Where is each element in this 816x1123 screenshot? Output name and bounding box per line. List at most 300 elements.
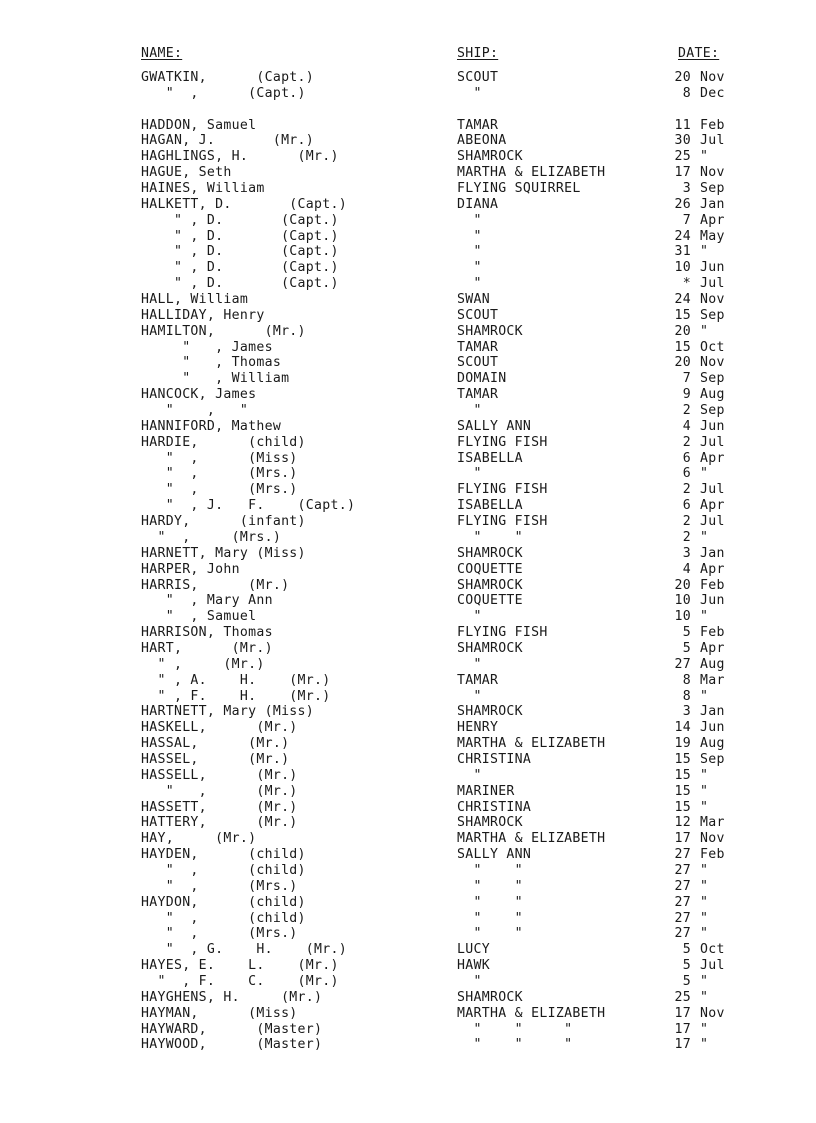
arrival-date bbox=[664, 911, 734, 926]
arrival-date bbox=[664, 435, 734, 450]
date-day: 27 bbox=[674, 847, 691, 863]
date-day: 2 bbox=[682, 529, 691, 545]
table-row bbox=[0, 118, 816, 134]
date-day: 3 bbox=[682, 545, 691, 561]
date-day: 20 bbox=[674, 577, 691, 593]
table-row bbox=[0, 466, 816, 482]
arrival-date bbox=[664, 498, 734, 513]
date-month: " bbox=[700, 1037, 709, 1053]
table-row bbox=[0, 863, 816, 879]
table-row bbox=[0, 736, 816, 752]
ship-name: " bbox=[457, 466, 482, 482]
arrival-date bbox=[664, 895, 734, 910]
ship-name: FLYING FISH bbox=[457, 514, 548, 530]
date-day: 27 bbox=[674, 926, 691, 942]
ship-name: TAMAR bbox=[457, 672, 499, 688]
table-row bbox=[0, 704, 816, 720]
arrival-date bbox=[664, 689, 734, 704]
ship-name: FLYING SQUIRREL bbox=[457, 181, 581, 197]
ship-name: " " bbox=[457, 926, 523, 942]
date-month: Sep bbox=[700, 307, 725, 323]
arrival-date bbox=[664, 863, 734, 878]
date-day: 5 bbox=[682, 625, 691, 641]
table-row bbox=[0, 911, 816, 927]
ship-name: SHAMROCK bbox=[457, 815, 523, 831]
table-row bbox=[0, 673, 816, 689]
arrival-date bbox=[664, 466, 734, 481]
ship-name: " bbox=[457, 244, 482, 260]
ship-name: " " bbox=[457, 878, 523, 894]
table-row bbox=[0, 435, 816, 451]
date-day: 5 bbox=[682, 958, 691, 974]
date-day: 15 bbox=[674, 799, 691, 815]
arrival-date bbox=[664, 387, 734, 402]
date-day: 20 bbox=[674, 70, 691, 85]
table-row bbox=[0, 800, 816, 816]
date-day: 11 bbox=[674, 117, 691, 133]
table-row bbox=[0, 689, 816, 705]
table-row bbox=[0, 593, 816, 609]
ship-name: SCOUT bbox=[457, 70, 499, 85]
passenger-name: HASSELL, (Mr.) bbox=[141, 767, 298, 783]
arrival-date bbox=[664, 673, 734, 688]
arrival-date bbox=[664, 657, 734, 672]
passenger-name: HAYDEN, (child) bbox=[141, 847, 306, 863]
ship-name: HENRY bbox=[457, 720, 499, 736]
date-month: Nov bbox=[700, 292, 725, 308]
table-row bbox=[0, 847, 816, 863]
arrival-date bbox=[664, 768, 734, 783]
passenger-name: HAYWOOD, (Master) bbox=[141, 1037, 323, 1053]
date-month: Apr bbox=[700, 640, 725, 656]
ship-name: CHRISTINA bbox=[457, 751, 532, 767]
date-day: 9 bbox=[682, 387, 691, 403]
passenger-name: GWATKIN, (Capt.) bbox=[141, 70, 315, 85]
table-row bbox=[0, 451, 816, 467]
ship-name: SHAMROCK bbox=[457, 577, 523, 593]
ship-name: " " bbox=[457, 910, 523, 926]
arrival-date bbox=[664, 990, 734, 1005]
arrival-date bbox=[664, 720, 734, 735]
date-month: Jan bbox=[700, 704, 725, 720]
passenger-name: " , " bbox=[141, 403, 249, 419]
table-row bbox=[0, 768, 816, 784]
ship-name: " bbox=[457, 656, 482, 672]
ship-name: COQUETTE bbox=[457, 593, 523, 609]
ship-name: " bbox=[457, 260, 482, 276]
ship-name: MARTHA & ELIZABETH bbox=[457, 165, 606, 181]
ship-name: SALLY ANN bbox=[457, 847, 532, 863]
name-column-header: NAME: bbox=[141, 46, 183, 61]
arrival-date bbox=[664, 784, 734, 799]
ship-name: DOMAIN bbox=[457, 371, 507, 387]
date-day: 6 bbox=[682, 450, 691, 466]
passenger-name: HASSAL, (Mr.) bbox=[141, 736, 290, 752]
passenger-name: HARRIS, (Mr.) bbox=[141, 577, 290, 593]
arrival-date bbox=[664, 562, 734, 577]
table-row bbox=[0, 482, 816, 498]
date-month: " bbox=[700, 323, 709, 339]
date-day: 6 bbox=[682, 498, 691, 514]
table-row bbox=[0, 70, 816, 86]
date-day: 7 bbox=[682, 212, 691, 228]
table-row bbox=[0, 562, 816, 578]
ship-name: " " bbox=[457, 862, 523, 878]
date-day: 8 bbox=[682, 672, 691, 688]
table-row bbox=[0, 1006, 816, 1022]
table-row bbox=[0, 530, 816, 546]
table-row bbox=[0, 578, 816, 594]
table-row bbox=[0, 276, 816, 292]
date-day: 7 bbox=[682, 371, 691, 387]
passenger-name: HARDIE, (child) bbox=[141, 434, 306, 450]
ship-name: " bbox=[457, 767, 482, 783]
date-month: Mar bbox=[700, 815, 725, 831]
table-row bbox=[0, 752, 816, 768]
passenger-name: HAINES, William bbox=[141, 181, 265, 197]
passenger-name: HADDON, Samuel bbox=[141, 117, 257, 133]
table-row bbox=[0, 942, 816, 958]
table-row bbox=[0, 879, 816, 895]
ship-column-header: SHIP: bbox=[457, 46, 499, 61]
table-row bbox=[0, 181, 816, 197]
date-month: Jul bbox=[700, 276, 725, 292]
date-day: 5 bbox=[682, 640, 691, 656]
table-row bbox=[0, 625, 816, 641]
passenger-name: HAYMAN, (Miss) bbox=[141, 1005, 298, 1021]
date-day: 24 bbox=[674, 292, 691, 308]
date-month: Jan bbox=[700, 545, 725, 561]
date-month: Feb bbox=[700, 577, 725, 593]
arrival-date bbox=[664, 926, 734, 941]
ship-name: SHAMROCK bbox=[457, 545, 523, 561]
date-day: 2 bbox=[682, 514, 691, 530]
column-headers bbox=[0, 46, 816, 64]
table-row bbox=[0, 355, 816, 371]
table-row bbox=[0, 1022, 816, 1038]
date-day: 5 bbox=[682, 973, 691, 989]
ship-name: TAMAR bbox=[457, 117, 499, 133]
passenger-name: HARDY, (infant) bbox=[141, 514, 306, 530]
date-month: Jun bbox=[700, 418, 725, 434]
ship-name: ISABELLA bbox=[457, 450, 523, 466]
passenger-name: HALKETT, D. (Capt.) bbox=[141, 196, 347, 212]
arrival-date bbox=[664, 165, 734, 180]
date-day: 17 bbox=[674, 1005, 691, 1021]
arrival-date bbox=[664, 292, 734, 307]
table-row bbox=[0, 102, 816, 118]
table-row bbox=[0, 926, 816, 942]
ship-name: SHAMROCK bbox=[457, 323, 523, 339]
date-month: Mar bbox=[700, 672, 725, 688]
passenger-name: " , D. (Capt.) bbox=[141, 212, 339, 228]
table-row bbox=[0, 133, 816, 149]
ship-name: SHAMROCK bbox=[457, 704, 523, 720]
ship-name: " bbox=[457, 973, 482, 989]
date-month: Dec bbox=[700, 85, 725, 101]
table-row bbox=[0, 403, 816, 419]
passenger-name: HAGAN, J. (Mr.) bbox=[141, 133, 315, 149]
table-row bbox=[0, 815, 816, 831]
passenger-name: HASSEL, (Mr.) bbox=[141, 751, 290, 767]
arrival-date bbox=[664, 578, 734, 593]
date-day: 2 bbox=[682, 403, 691, 419]
ship-name: LUCY bbox=[457, 942, 490, 958]
table-row bbox=[0, 260, 816, 276]
table-row bbox=[0, 292, 816, 308]
passenger-name: " , D. (Capt.) bbox=[141, 244, 339, 260]
arrival-date bbox=[664, 451, 734, 466]
table-row bbox=[0, 609, 816, 625]
date-day: 30 bbox=[674, 133, 691, 149]
date-day: 8 bbox=[682, 85, 691, 101]
passenger-name: HAYES, E. L. (Mr.) bbox=[141, 958, 339, 974]
ship-name: SWAN bbox=[457, 292, 490, 308]
arrival-date bbox=[664, 974, 734, 989]
arrival-date bbox=[664, 942, 734, 957]
date-day: 2 bbox=[682, 434, 691, 450]
date-day: 27 bbox=[674, 910, 691, 926]
passenger-name: " , (Capt.) bbox=[141, 85, 306, 101]
date-month: Feb bbox=[700, 117, 725, 133]
date-month: Aug bbox=[700, 387, 725, 403]
arrival-date bbox=[664, 546, 734, 561]
table-row bbox=[0, 165, 816, 181]
date-day: 15 bbox=[674, 767, 691, 783]
passenger-name: " , (Mr.) bbox=[141, 656, 265, 672]
ship-name: " " " bbox=[457, 1021, 573, 1037]
table-row bbox=[0, 387, 816, 403]
table-row bbox=[0, 324, 816, 340]
arrival-date bbox=[664, 847, 734, 862]
arrival-date bbox=[664, 340, 734, 355]
arrival-date bbox=[664, 514, 734, 529]
ship-name: MARTHA & ELIZABETH bbox=[457, 736, 606, 752]
passenger-name: " , F. H. (Mr.) bbox=[141, 688, 331, 704]
date-month: " bbox=[700, 529, 709, 545]
arrival-date bbox=[664, 133, 734, 148]
passenger-table bbox=[0, 70, 816, 1053]
date-month: " bbox=[700, 244, 709, 260]
passenger-name: " , James bbox=[141, 339, 273, 355]
date-day: 25 bbox=[674, 149, 691, 165]
table-row bbox=[0, 895, 816, 911]
arrival-date bbox=[664, 244, 734, 259]
date-day: 17 bbox=[674, 1037, 691, 1053]
passenger-name: HAGHLINGS, H. (Mr.) bbox=[141, 149, 339, 165]
ship-name: FLYING FISH bbox=[457, 482, 548, 498]
date-month: " bbox=[700, 609, 709, 625]
passenger-name: HALL, William bbox=[141, 292, 249, 308]
date-month: Nov bbox=[700, 1005, 725, 1021]
date-month: " bbox=[700, 926, 709, 942]
table-row bbox=[0, 244, 816, 260]
date-month: Jun bbox=[700, 593, 725, 609]
ship-name: " bbox=[457, 228, 482, 244]
date-day: 27 bbox=[674, 862, 691, 878]
date-day: 3 bbox=[682, 181, 691, 197]
date-month: Nov bbox=[700, 70, 725, 85]
passenger-name: HARNETT, Mary (Miss) bbox=[141, 545, 306, 561]
ship-name: DIANA bbox=[457, 196, 499, 212]
arrival-date bbox=[664, 70, 734, 85]
ship-name: FLYING FISH bbox=[457, 625, 548, 641]
passenger-name: HAY, (Mr.) bbox=[141, 831, 257, 847]
arrival-date bbox=[664, 213, 734, 228]
ship-name: " bbox=[457, 609, 482, 625]
arrival-date bbox=[664, 752, 734, 767]
date-month: Feb bbox=[700, 847, 725, 863]
arrival-date bbox=[664, 260, 734, 275]
date-day: 15 bbox=[674, 307, 691, 323]
ship-name: MARINER bbox=[457, 783, 515, 799]
table-row bbox=[0, 308, 816, 324]
date-month: Nov bbox=[700, 165, 725, 181]
date-month: " bbox=[700, 466, 709, 482]
passenger-name: HALLIDAY, Henry bbox=[141, 307, 265, 323]
arrival-date bbox=[664, 831, 734, 846]
date-day: 24 bbox=[674, 228, 691, 244]
ship-name: " " bbox=[457, 894, 523, 910]
table-row bbox=[0, 546, 816, 562]
table-row bbox=[0, 498, 816, 514]
ship-name: " bbox=[457, 276, 482, 292]
date-day: 14 bbox=[674, 720, 691, 736]
table-row bbox=[0, 974, 816, 990]
ship-name: " " " bbox=[457, 1037, 573, 1053]
date-day: 17 bbox=[674, 831, 691, 847]
date-month: Apr bbox=[700, 212, 725, 228]
date-day: 10 bbox=[674, 593, 691, 609]
arrival-date bbox=[664, 197, 734, 212]
date-month: " bbox=[700, 910, 709, 926]
passenger-name: " , (Mrs.) bbox=[141, 926, 298, 942]
arrival-date bbox=[664, 1037, 734, 1052]
date-day: 15 bbox=[674, 751, 691, 767]
ship-name: CHRISTINA bbox=[457, 799, 532, 815]
arrival-date bbox=[664, 371, 734, 386]
table-row bbox=[0, 720, 816, 736]
table-row bbox=[0, 149, 816, 165]
date-month: Apr bbox=[700, 498, 725, 514]
passenger-name: " , (Mrs.) bbox=[141, 482, 298, 498]
date-day: 27 bbox=[674, 656, 691, 672]
arrival-date bbox=[664, 102, 734, 117]
date-month: Jan bbox=[700, 196, 725, 212]
passenger-name: " , F. C. (Mr.) bbox=[141, 973, 339, 989]
date-day: 4 bbox=[682, 418, 691, 434]
ship-name: FLYING FISH bbox=[457, 434, 548, 450]
table-row bbox=[0, 86, 816, 102]
date-month: Sep bbox=[700, 751, 725, 767]
passenger-name: " , G. H. (Mr.) bbox=[141, 942, 347, 958]
date-month: " bbox=[700, 894, 709, 910]
date-month: " bbox=[700, 1021, 709, 1037]
ship-name: SALLY ANN bbox=[457, 418, 532, 434]
passenger-name: HART, (Mr.) bbox=[141, 640, 273, 656]
date-month: Jul bbox=[700, 482, 725, 498]
ship-name: " bbox=[457, 688, 482, 704]
date-column-header: DATE: bbox=[678, 46, 720, 61]
date-month: Sep bbox=[700, 403, 725, 419]
ship-name: SCOUT bbox=[457, 307, 499, 323]
ship-name: TAMAR bbox=[457, 387, 499, 403]
passenger-name: " , D. (Capt.) bbox=[141, 228, 339, 244]
arrival-date bbox=[664, 276, 734, 291]
date-day: 3 bbox=[682, 704, 691, 720]
arrival-date bbox=[664, 482, 734, 497]
passenger-name: HAMILTON, (Mr.) bbox=[141, 323, 306, 339]
arrival-date bbox=[664, 419, 734, 434]
date-month: " bbox=[700, 783, 709, 799]
date-month: Oct bbox=[700, 339, 725, 355]
arrival-date bbox=[664, 86, 734, 101]
date-day: 17 bbox=[674, 1021, 691, 1037]
table-row bbox=[0, 958, 816, 974]
date-month: Apr bbox=[700, 561, 725, 577]
table-row bbox=[0, 657, 816, 673]
arrival-date bbox=[664, 1022, 734, 1037]
passenger-name: HANCOCK, James bbox=[141, 387, 257, 403]
passenger-name: HASKELL, (Mr.) bbox=[141, 720, 298, 736]
passenger-name: " , (Mrs.) bbox=[141, 466, 298, 482]
date-month: Jun bbox=[700, 720, 725, 736]
date-month: Feb bbox=[700, 625, 725, 641]
ship-name: " bbox=[457, 403, 482, 419]
passenger-name: HAYWARD, (Master) bbox=[141, 1021, 323, 1037]
date-month: Sep bbox=[700, 181, 725, 197]
date-month: Aug bbox=[700, 736, 725, 752]
passenger-name: " , Mary Ann bbox=[141, 593, 273, 609]
date-day: 2 bbox=[682, 482, 691, 498]
passenger-name: HASSETT, (Mr.) bbox=[141, 799, 298, 815]
passenger-name: " , (Miss) bbox=[141, 450, 298, 466]
ship-name: SHAMROCK bbox=[457, 640, 523, 656]
arrival-date bbox=[664, 308, 734, 323]
date-day: 27 bbox=[674, 878, 691, 894]
table-row bbox=[0, 784, 816, 800]
date-day: 20 bbox=[674, 355, 691, 371]
passenger-name: " , (Mrs.) bbox=[141, 529, 282, 545]
date-month: Nov bbox=[700, 355, 725, 371]
passenger-name: " , Samuel bbox=[141, 609, 257, 625]
date-day: 12 bbox=[674, 815, 691, 831]
date-month: Aug bbox=[700, 656, 725, 672]
ship-name: " " bbox=[457, 529, 523, 545]
arrival-date bbox=[664, 593, 734, 608]
arrival-date bbox=[664, 118, 734, 133]
date-month: " bbox=[700, 862, 709, 878]
date-day: 20 bbox=[674, 323, 691, 339]
date-month: Jul bbox=[700, 958, 725, 974]
ship-name: ABEONA bbox=[457, 133, 507, 149]
table-row bbox=[0, 213, 816, 229]
arrival-date bbox=[664, 149, 734, 164]
passenger-name: " , (child) bbox=[141, 910, 306, 926]
arrival-date bbox=[664, 403, 734, 418]
ship-name: MARTHA & ELIZABETH bbox=[457, 1005, 606, 1021]
passenger-name: " , William bbox=[141, 371, 290, 387]
date-day: 10 bbox=[674, 609, 691, 625]
passenger-name: " , D. (Capt.) bbox=[141, 276, 339, 292]
date-day: 4 bbox=[682, 561, 691, 577]
passenger-name: " , (Mr.) bbox=[141, 783, 298, 799]
date-day: 26 bbox=[674, 196, 691, 212]
table-row bbox=[0, 831, 816, 847]
arrival-date bbox=[664, 641, 734, 656]
passenger-name: HANNIFORD, Mathew bbox=[141, 418, 282, 434]
ship-name: " bbox=[457, 212, 482, 228]
